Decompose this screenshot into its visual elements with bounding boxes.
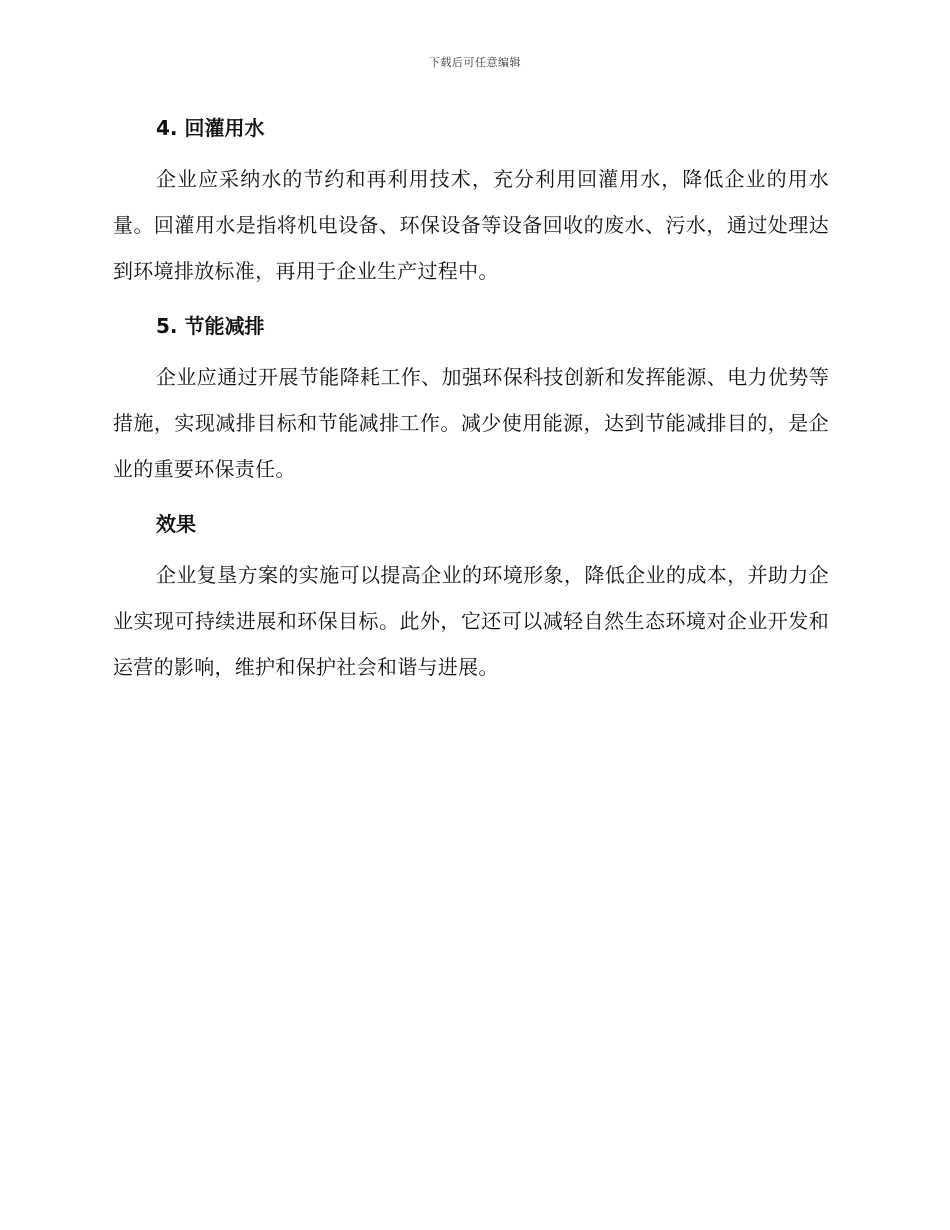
section-heading-effects: 效果 <box>156 512 196 536</box>
section-heading-energy-saving: 5. 节能减排 <box>156 314 265 338</box>
section-body-water-reuse: 企业应采纳水的节约和再利用技术，充分利用回灌用水，降低企业的用水量。回灌用水是指将机电设备、环保设备等设备回收的废水、污水，通过处理达到环境排放标准，再用于企业生产过程中。 <box>113 167 829 283</box>
document-content <box>113 110 829 704</box>
page-header: 下载后可任意编辑 <box>429 56 521 69</box>
section-body-effects: 企业复垦方案的实施可以提高企业的环境形象，降低企业的成本，并助力企业实现可持续进展和环保目标。此外，它还可以减轻自然生态环境对企业开发和运营的影响，维护和保护社会和谐与进展。 <box>113 563 829 679</box>
section-body-energy-saving: 企业应通过开展节能降耗工作、加强环保科技创新和发挥能源、电力优势等措施，实现减排目标和节能减排工作。减少使用能源，达到节能减排目的，是企业的重要环保责任。 <box>113 365 829 481</box>
section-heading-water-reuse: 4. 回灌用水 <box>156 116 265 140</box>
